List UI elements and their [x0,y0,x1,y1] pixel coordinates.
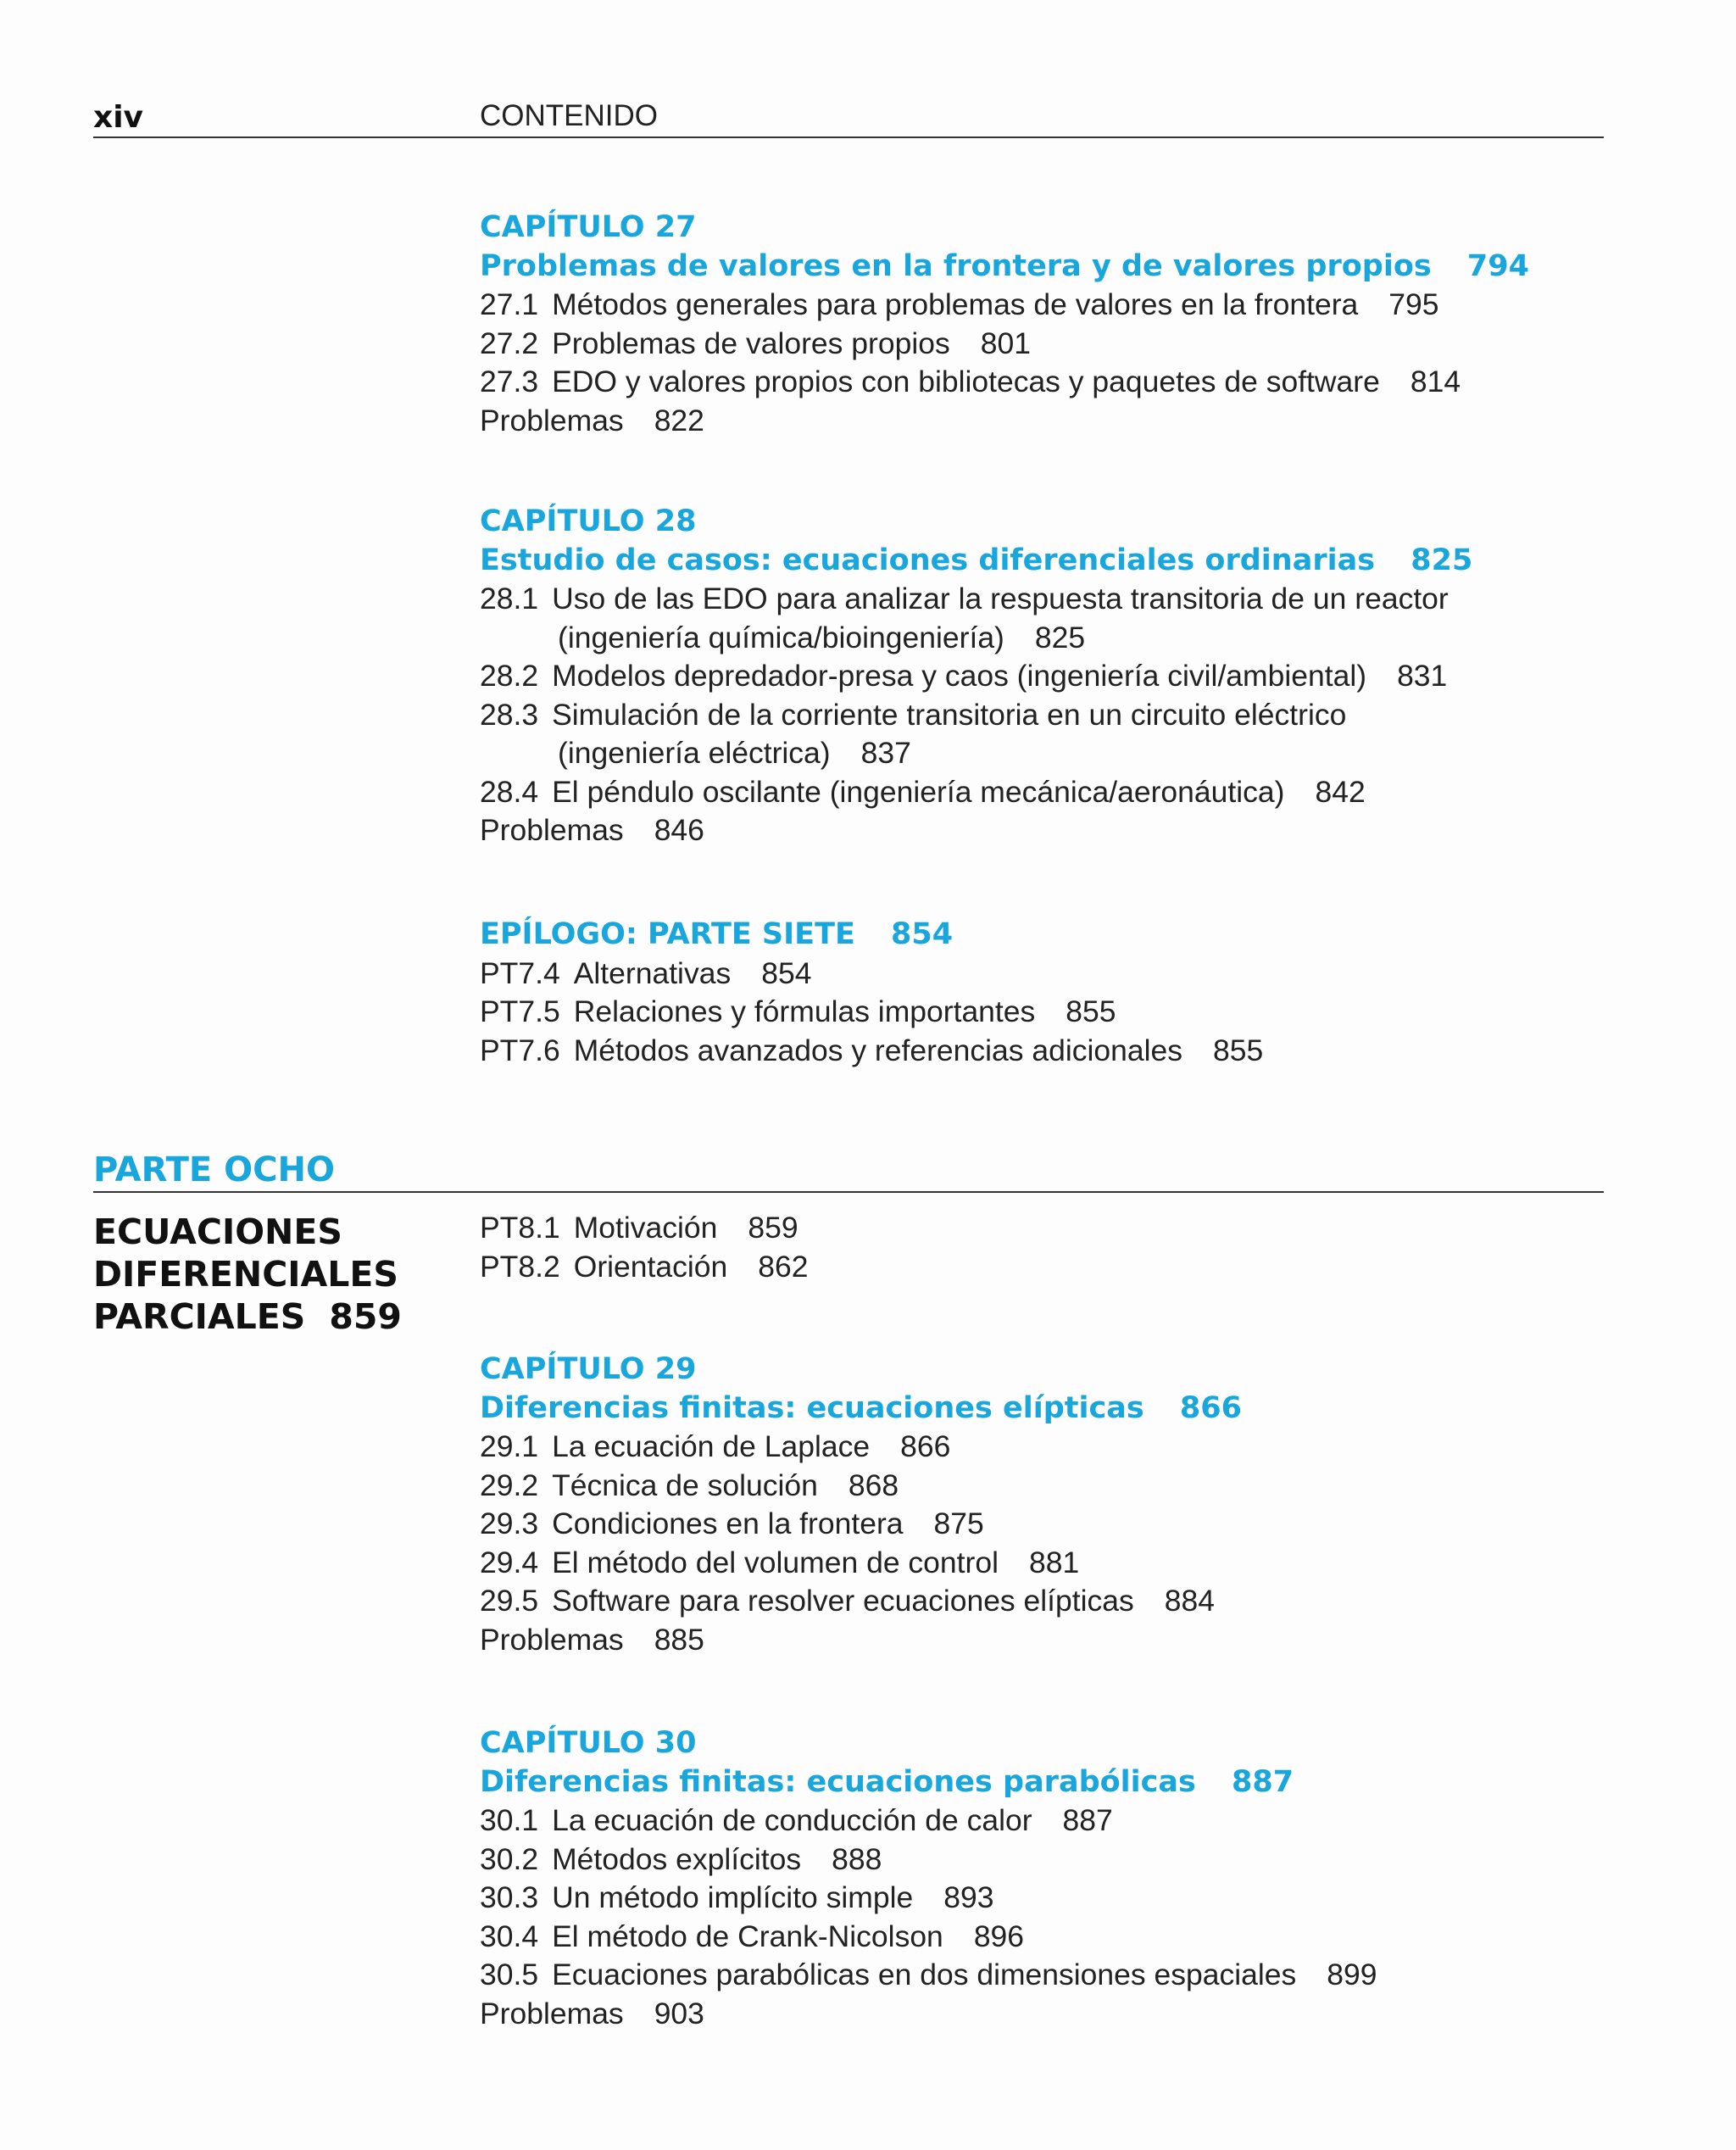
toc-entry[interactable] [480,955,1607,994]
chapter-label: CAPÍTULO 30 [480,1726,697,1760]
section-page: 837 [860,736,911,770]
section-page: 814 [1410,365,1461,398]
section-page: 831 [1397,659,1448,693]
section-title: Métodos generales para problemas de valores en la frontera [552,287,1359,321]
toc-entry[interactable] [480,363,1607,402]
section-number: 27.2 [480,326,539,360]
problems-page: 846 [654,813,704,847]
section-number: PT7.5 [480,994,560,1028]
section-title: Problemas de valores propios [552,326,950,360]
chapter-28 [480,503,1607,850]
chapter-label: CAPÍTULO 27 [480,210,697,244]
running-head: CONTENIDO [480,99,658,132]
section-title: Alternativas [573,955,732,990]
section-number: 28.2 [480,659,539,693]
problems-title: Problemas [480,813,624,847]
toc-entry[interactable] [480,1248,1607,1287]
section-number: 29.5 [480,1584,539,1618]
chapter-page: 887 [1232,1764,1294,1799]
section-number: PT7.4 [480,955,560,990]
section-number: 27.1 [480,287,539,321]
part-rule [93,1191,1604,1193]
toc-entry[interactable] [480,1032,1607,1071]
section-number: 28.4 [480,774,539,809]
chapter-27 [480,209,1607,440]
section-number: 30.2 [480,1841,539,1876]
part-title-line: PARCIALES [93,1296,306,1337]
section-title: Ecuaciones parabólicas en dos dimensiones espaciales [552,1958,1297,1991]
toc-entry[interactable] [480,1544,1607,1583]
section-number: PT7.6 [480,1033,560,1067]
chapter-29 [480,1351,1607,1659]
epilogue-title[interactable] [480,916,1607,955]
chapter-title[interactable] [480,542,1607,581]
chapter-title-text: Diferencias finitas: ecuaciones elípticas [480,1390,1144,1425]
header-rule [93,136,1604,138]
section-page: 795 [1388,287,1439,321]
part-title-line: ECUACIONES [93,1211,342,1252]
toc-entry-problems[interactable] [480,1995,1607,2034]
section-number: 28.3 [480,697,539,732]
toc-entry[interactable] [480,286,1607,325]
problems-page: 822 [654,403,704,437]
section-title: El método de Crank-Nicolson [552,1919,943,1953]
section-page: 801 [980,326,1031,360]
section-page: 854 [761,955,812,990]
section-title: Métodos avanzados y referencias adicionales [573,1033,1183,1067]
section-number: 29.2 [480,1468,539,1502]
section-title: Relaciones y fórmulas importantes [573,994,1036,1028]
part-page: 859 [329,1296,402,1337]
section-title: Simulación de la corriente transitoria en un circuito eléctrico [552,697,1347,732]
page-number: xiv [93,100,144,135]
section-title: Orientación [573,1249,728,1284]
chapter-title[interactable] [480,1763,1607,1802]
chapter-page: 794 [1466,248,1529,283]
section-page: 884 [1164,1584,1216,1618]
section-page: 887 [1062,1803,1113,1837]
part-title-line: DIFERENCIALES [93,1254,398,1295]
part-eight-intro [480,1209,1607,1286]
toc-entry[interactable] [480,657,1607,696]
chapter-title-text: Diferencias finitas: ecuaciones parabólicas [480,1764,1196,1799]
section-title: Modelos depredador-presa y caos (ingeniería civil/ambiental) [552,659,1367,693]
section-title: La ecuación de Laplace [552,1429,871,1463]
section-page: 859 [748,1211,798,1245]
toc-entry[interactable] [480,1956,1607,1995]
problems-title: Problemas [480,1996,624,2030]
toc-entry[interactable] [480,1582,1607,1621]
problems-page: 885 [654,1622,704,1657]
toc-entry[interactable] [480,1209,1607,1248]
toc-entry[interactable] [480,1428,1607,1467]
epilogue-part-seven [480,916,1607,1070]
chapter-title[interactable] [480,1390,1607,1429]
section-title: EDO y valores propios con bibliotecas y paquetes de software [552,365,1380,398]
section-title: La ecuación de conducción de calor [552,1803,1032,1837]
section-title: Motivación [573,1211,718,1245]
section-title-continued: (ingeniería química/bioingeniería) [558,620,1004,654]
section-number: 28.1 [480,582,539,615]
toc-entry[interactable] [480,773,1607,812]
toc-entry-problems[interactable] [480,1621,1607,1660]
section-number: 29.4 [480,1545,539,1579]
section-title: Uso de las EDO para analizar la respuesta transitoria de un reactor [552,582,1449,615]
section-page: 881 [1028,1545,1080,1579]
toc-entry-problems[interactable] [480,811,1607,850]
epilogue-page: 854 [891,917,954,951]
section-title: El método del volumen de control [552,1545,999,1579]
part-title[interactable] [93,1211,402,1338]
chapter-title-text: Problemas de valores en la frontera y de valores propios [480,248,1432,283]
section-number: 30.3 [480,1880,539,1914]
toc-entry-problems[interactable] [480,402,1607,441]
section-page: 899 [1327,1958,1377,1991]
problems-page: 903 [654,1996,704,2030]
chapter-label: CAPÍTULO 28 [480,504,697,538]
toc-entry[interactable] [480,1505,1607,1544]
problems-title: Problemas [480,403,624,437]
toc-entry-continuation[interactable] [480,734,1607,773]
toc-entry[interactable] [480,1879,1607,1918]
chapter-title[interactable] [480,248,1607,287]
problems-title: Problemas [480,1622,624,1657]
chapter-title-text: Estudio de casos: ecuaciones diferenciales ordinarias [480,543,1376,577]
chapter-page: 866 [1179,1390,1242,1425]
section-page: 866 [900,1429,951,1463]
section-title: Un método implícito simple [552,1880,914,1914]
section-page: 896 [973,1919,1025,1953]
section-title: El péndulo oscilante (ingeniería mecánica/aeronáutica) [552,774,1285,809]
section-title: Técnica de solución [552,1468,818,1502]
section-page: 888 [832,1841,882,1876]
toc-entry[interactable] [480,325,1607,364]
toc-entry-continuation[interactable] [480,619,1607,658]
section-number: 30.4 [480,1919,539,1953]
section-number: PT8.2 [480,1249,560,1284]
section-page: 868 [848,1468,899,1502]
section-number: 30.1 [480,1803,539,1837]
section-number: PT8.1 [480,1211,560,1245]
section-number: 27.3 [480,365,539,398]
section-page: 842 [1315,774,1366,809]
toc-entry[interactable] [480,1918,1607,1957]
section-page: 862 [758,1249,809,1284]
epilogue-title-text: EPÍLOGO: PARTE SIETE [480,917,855,951]
section-number: 29.1 [480,1429,539,1463]
section-number: 30.5 [480,1958,539,1991]
toc-entry[interactable] [480,580,1607,619]
chapter-label: CAPÍTULO 29 [480,1352,697,1386]
section-page: 855 [1066,994,1116,1028]
section-title: Condiciones en la frontera [552,1507,904,1540]
toc-entry[interactable] [480,1467,1607,1506]
section-title: Métodos explícitos [552,1841,802,1876]
chapter-30 [480,1724,1607,2033]
toc-entry[interactable] [480,1841,1607,1880]
section-page: 875 [933,1507,984,1540]
section-title-continued: (ingeniería eléctrica) [558,736,831,770]
section-title: Software para resolver ecuaciones elípticas [552,1584,1134,1618]
section-page: 825 [1034,620,1086,654]
part-label: PARTE OCHO [93,1150,335,1189]
section-page: 893 [943,1880,994,1914]
toc-entry[interactable] [480,696,1607,735]
toc-entry[interactable] [480,993,1607,1032]
chapter-page: 825 [1410,543,1473,577]
section-page: 855 [1213,1033,1264,1067]
section-number: 29.3 [480,1507,539,1540]
toc-entry[interactable] [480,1802,1607,1841]
